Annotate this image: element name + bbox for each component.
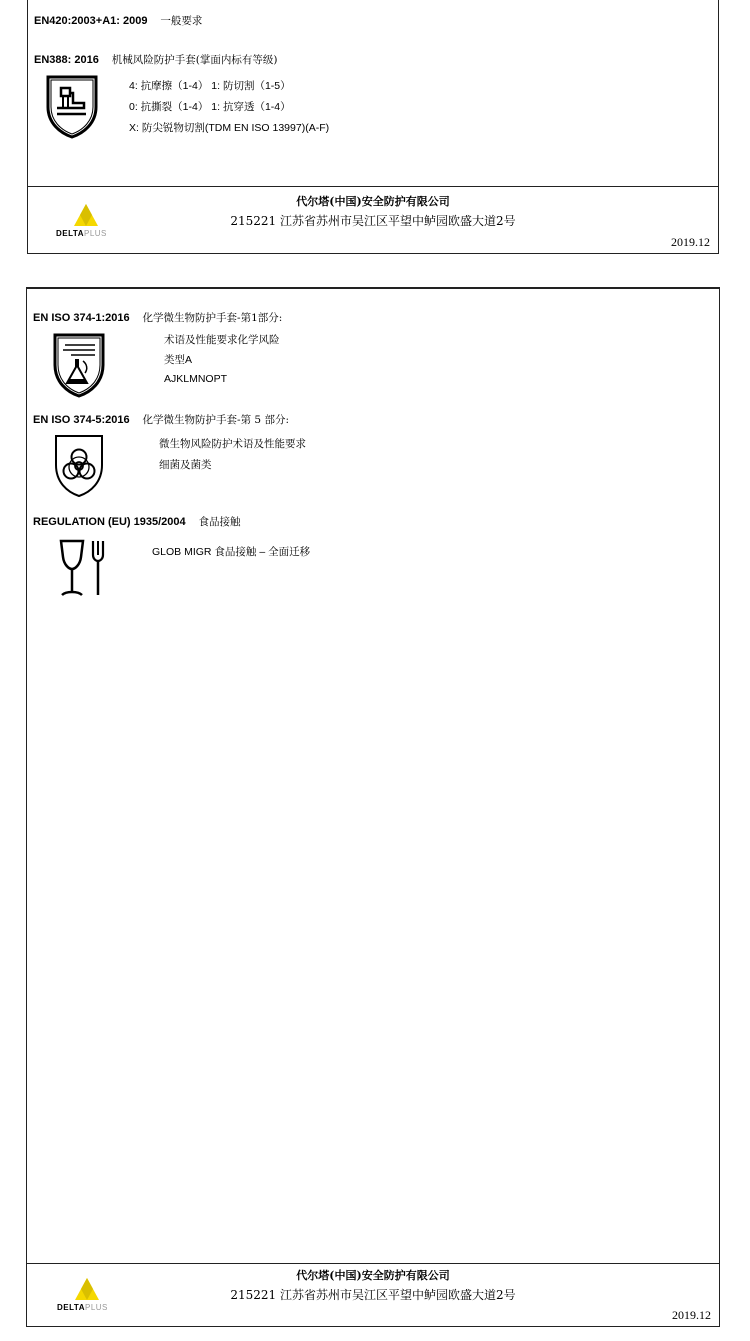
regulation-code: REGULATION (EU) 1935/2004 xyxy=(33,516,186,528)
document-date: 2019.12 xyxy=(672,1308,711,1322)
company-address: 215221 江苏省苏州市吴江区平望中鲈园欧盛大道2号 xyxy=(230,214,516,228)
iso374-5-heading xyxy=(33,412,289,427)
logo-text: DELTA xyxy=(56,229,84,238)
en388-row-3: X: 防尖锐物切割(TDM EN ISO 13997)(A-F) xyxy=(129,122,330,134)
iso374-1-row-2: 类型A xyxy=(164,354,193,366)
iso374-5-desc: 化学微生物防护手套-第 5 部分: xyxy=(142,414,289,426)
en420-code: EN420:2003+A1: 2009 xyxy=(34,15,148,27)
document-date: 2019.12 xyxy=(671,235,710,249)
en388-code: EN388: 2016 xyxy=(34,54,99,66)
regulation-row: GLOB MIGR 食品接触 – 全面迁移 xyxy=(152,546,311,558)
iso374-5-code: EN ISO 374-5:2016 xyxy=(33,414,130,426)
hammer-shield-icon xyxy=(44,73,100,139)
en388-desc: 机械风险防护手套(掌面内标有等级) xyxy=(111,54,278,66)
en388-heading xyxy=(34,52,277,67)
logo-plus-text: PLUS xyxy=(84,1303,108,1312)
iso374-1-row-1: 术语及性能要求化学风险 xyxy=(164,334,280,346)
certificate-sheet-2 xyxy=(26,287,720,1327)
iso374-1-desc: 化学微生物防护手套-第1部分: xyxy=(142,312,283,324)
iso374-1-heading xyxy=(33,310,282,325)
en420-desc: 一般要求 xyxy=(160,15,203,27)
sheet2-footer xyxy=(27,1263,719,1328)
logo-text: DELTA xyxy=(57,1303,85,1312)
regulation-heading xyxy=(33,514,241,529)
food-contact-glass-fork-icon xyxy=(57,537,109,599)
company-address: 215221 江苏省苏州市吴江区平望中鲈园欧盛大道2号 xyxy=(230,1288,516,1302)
en388-row-2: 0: 抗撕裂（1-4） 1: 抗穿透（1-4） xyxy=(129,101,291,113)
iso374-1-code: EN ISO 374-1:2016 xyxy=(33,312,130,324)
company-name: 代尔塔(中国)安全防护有限公司 xyxy=(296,1269,450,1282)
chemical-flask-shield-icon xyxy=(51,331,107,399)
certificate-sheet-1 xyxy=(27,0,719,254)
iso374-5-row-2: 细菌及菌类 xyxy=(159,459,212,471)
logo-plus-text: PLUS xyxy=(83,229,107,238)
sheet1-footer xyxy=(28,186,718,255)
iso374-5-row-1: 微生物风险防护术语及性能要求 xyxy=(159,438,306,450)
regulation-desc: 食品接触 xyxy=(198,516,241,528)
iso374-1-row-3: AJKLMNOPT xyxy=(164,373,228,385)
biohazard-shield-icon xyxy=(53,433,105,499)
company-name: 代尔塔(中国)安全防护有限公司 xyxy=(296,195,450,208)
en420-heading xyxy=(34,13,202,28)
en388-row-1: 4: 抗摩擦（1-4） 1: 防切割（1-5） xyxy=(129,80,291,92)
